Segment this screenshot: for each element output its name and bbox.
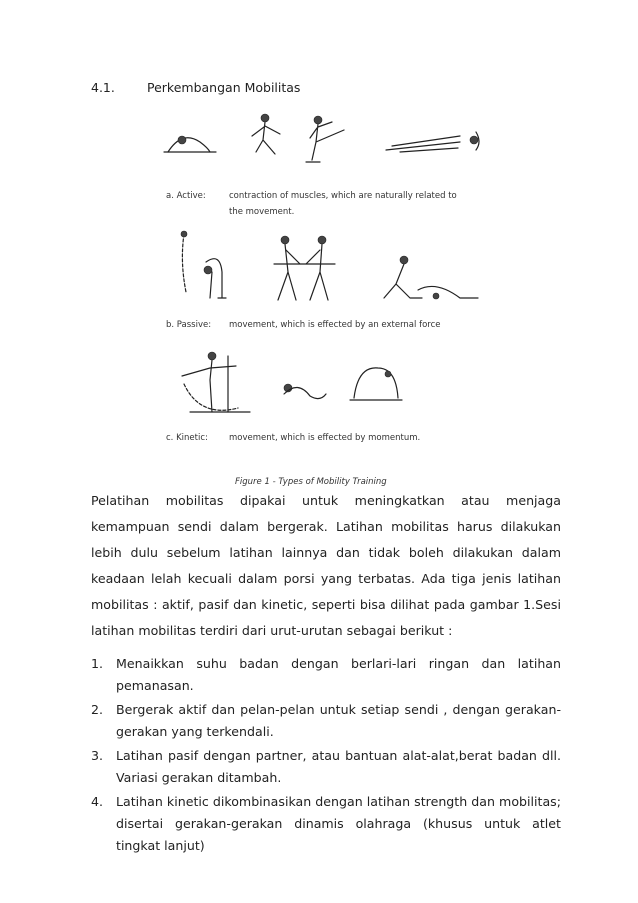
list-number: 1. (91, 656, 104, 671)
list-item (91, 653, 561, 697)
list-text: Bergerak aktif dan pelan-pelan untuk setiap sendi , dengan gerakan-gerakan yang terkendali. (116, 702, 561, 739)
row-a-desc-2: the movement. (229, 207, 295, 217)
mobility-figure (160, 112, 480, 492)
list-text: Latihan pasif dengan partner, atau bantuan alat-alat,berat badan dll. Variasi gerakan ditambah. (116, 748, 561, 785)
active-figures (164, 114, 479, 162)
section-number: 4.1. (91, 80, 115, 95)
kinetic-figures (182, 352, 402, 412)
row-c-desc-1: movement, which is effected by momentum. (229, 433, 421, 443)
row-c-label: c. Kinetic: (166, 433, 208, 443)
list-number: 3. (91, 748, 104, 763)
list-number: 4. (91, 794, 104, 809)
list-text: Menaikkan suhu badan dengan berlari-lari ringan dan latihan pemanasan. (116, 656, 561, 693)
steps-list (91, 653, 561, 859)
row-b-desc-1: movement, which is effected by an external force (229, 320, 441, 330)
row-b-label: b. Passive: (166, 320, 212, 330)
figure-illustration (160, 112, 480, 492)
list-item (91, 699, 561, 743)
list-item (91, 791, 561, 857)
section-heading (91, 80, 300, 95)
list-item (91, 745, 561, 789)
section-title: Perkembangan Mobilitas (147, 80, 301, 95)
row-a-desc-1: contraction of muscles, which are naturally related to (229, 191, 457, 201)
list-text: Latihan kinetic dikombinasikan dengan latihan strength dan mobilitas; disertai gerakan-gerakan dinamis olahraga (khusus untuk atlet tingkat lanjut) (116, 794, 561, 853)
figure-title: Figure 1 - Types of Mobility Training (235, 477, 387, 487)
row-a-label: a. Active: (166, 191, 206, 201)
body-paragraph: Pelatihan mobilitas dipakai untuk meningkatkan atau menjaga kemampuan sendi dalam bergerak. Latihan mobilitas harus dilakukan lebih dulu sebelum latihan lainnya dan tidak boleh dilakukan dalam keadaan lelah kecuali dalam porsi yang terbatas. Ada tiga jenis latihan mobilitas : aktif, pasif dan kinetic, seperti bisa dilihat pada gambar 1.Sesi latihan mobilitas terdiri dari urut-urutan sebagai berikut : (91, 493, 561, 638)
passive-figures (181, 231, 478, 300)
list-number: 2. (91, 702, 104, 717)
